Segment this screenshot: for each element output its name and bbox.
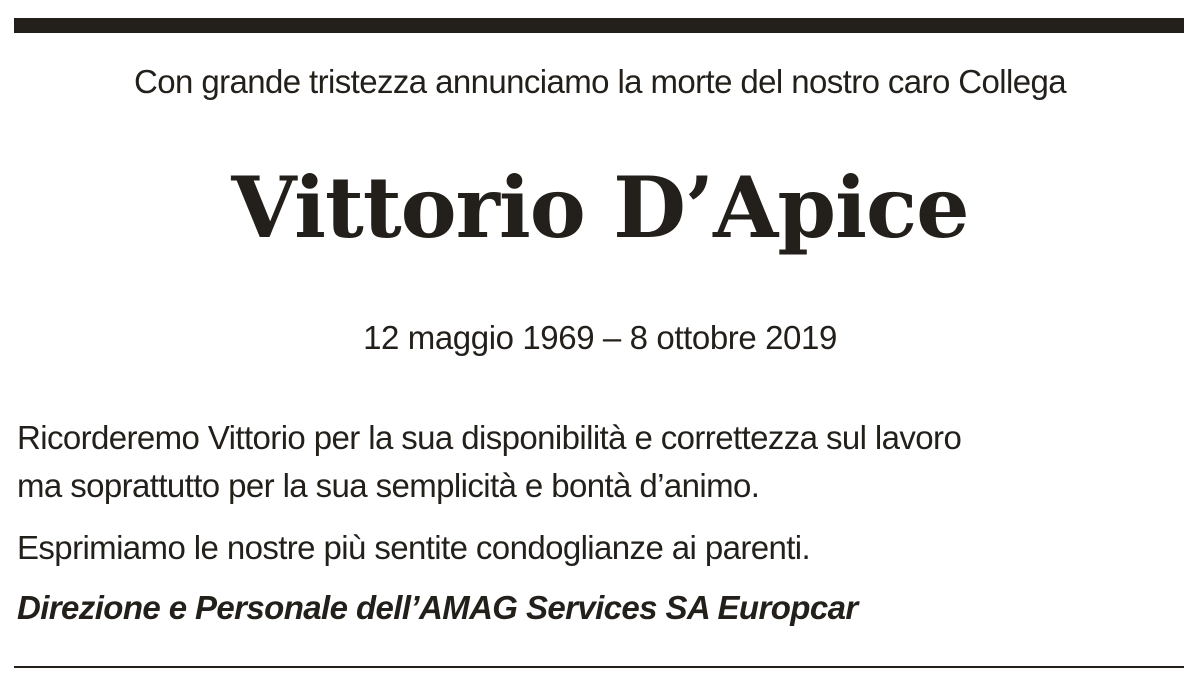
deceased-name: Vittorio D’Apice xyxy=(231,158,969,257)
signature: Direzione e Personale dell’AMAG Services SA Europcar xyxy=(17,589,858,626)
bottom-divider xyxy=(14,666,1184,668)
intro-text: Con grande tristezza annunciamo la morte del nostro caro Collega xyxy=(134,63,1066,100)
top-divider xyxy=(14,18,1184,33)
condolences-paragraph: Esprimiamo le nostre più sentite condoglianze ai parenti. xyxy=(17,529,811,566)
remembrance-line-2: ma soprattutto per la sua semplicità e bontà d’animo. xyxy=(17,467,760,504)
life-dates: 12 maggio 1969 – 8 ottobre 2019 xyxy=(363,319,837,356)
remembrance-paragraph xyxy=(17,414,1187,510)
remembrance-line-1: Ricorderemo Vittorio per la sua disponibilità e correttezza sul lavoro xyxy=(17,419,962,456)
